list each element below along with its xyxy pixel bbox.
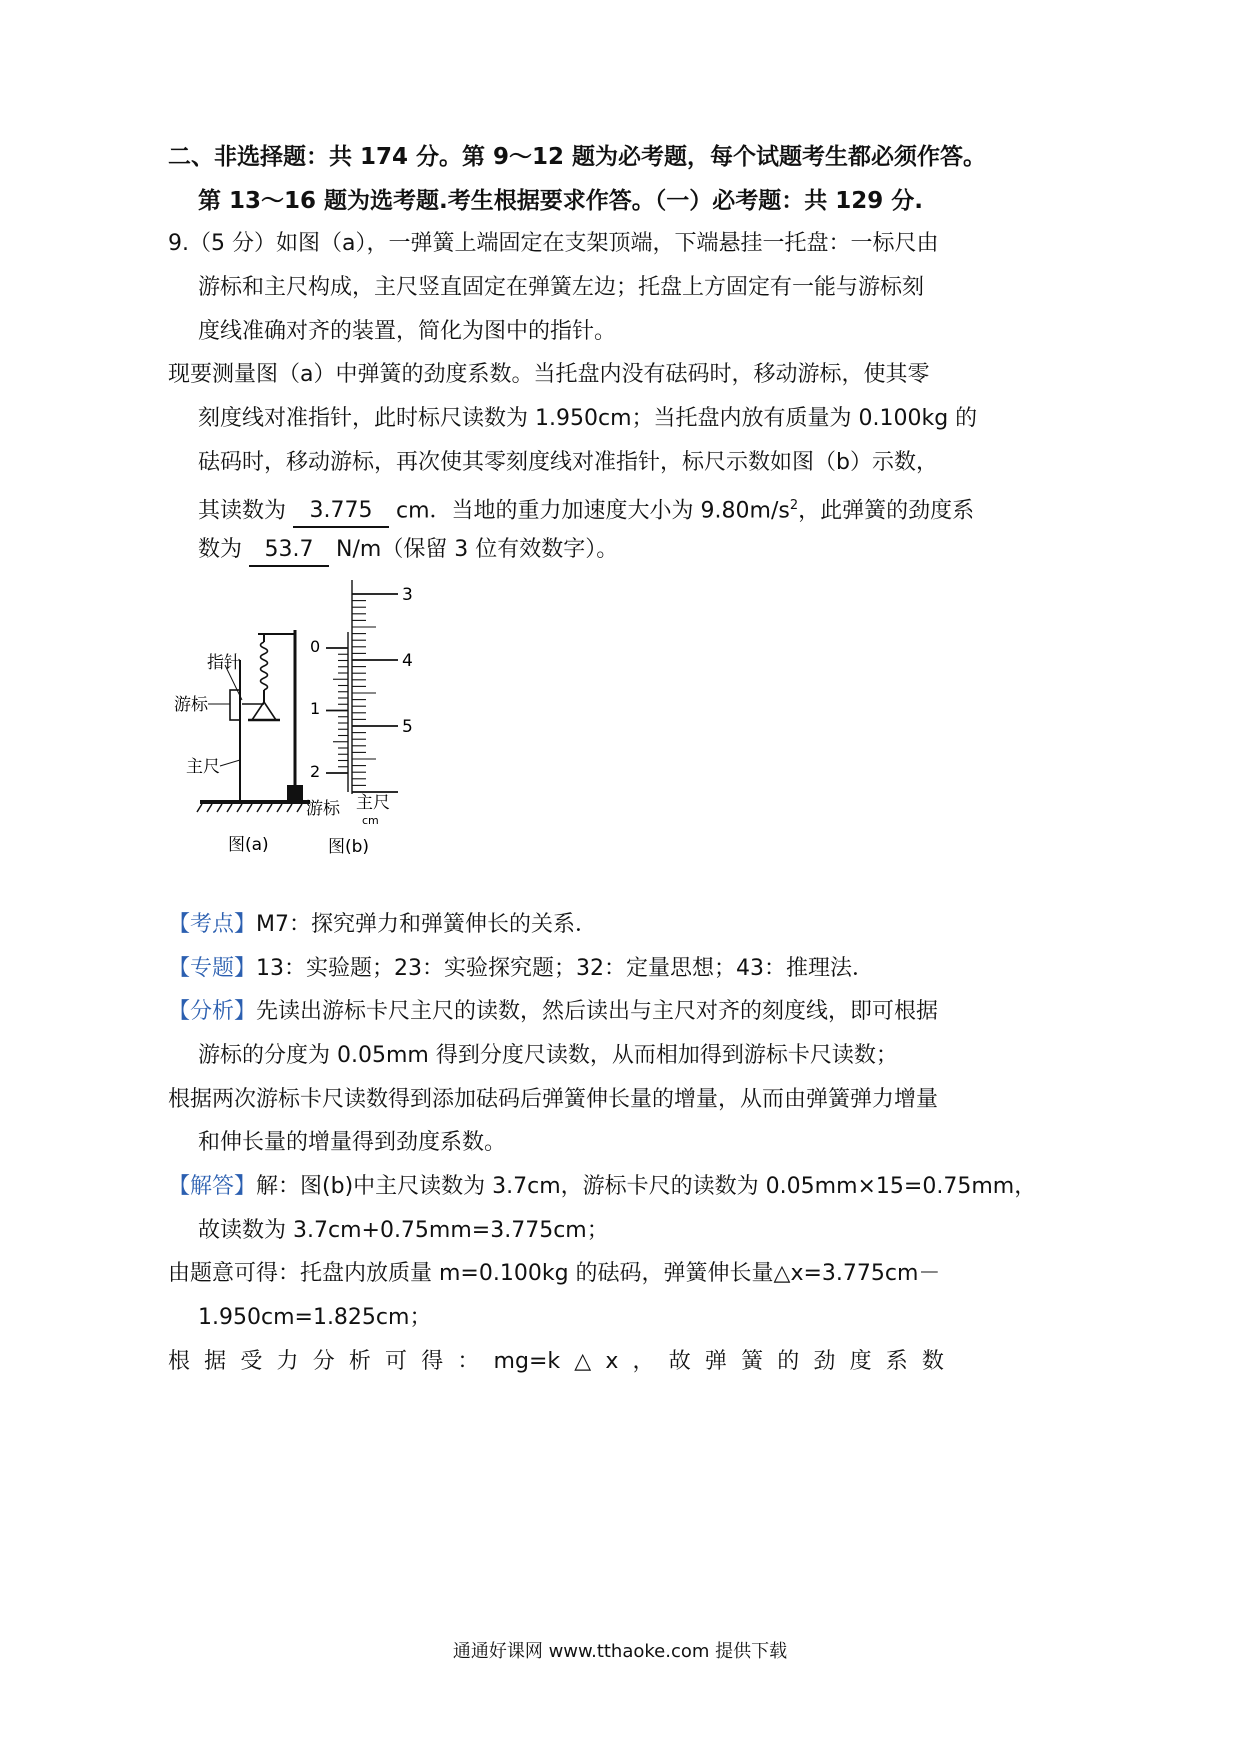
question-line-7-mid: cm．当地的重力加速度大小为 9.80m/s: [396, 498, 790, 524]
jieda-line-5-word: 据: [204, 1349, 227, 1374]
jieda-line-5-word: 劲: [813, 1349, 836, 1374]
question-line-8-prefix: 数为: [198, 537, 243, 562]
fenxi-line-4: 和伸长量的增量得到劲度系数。: [198, 1130, 507, 1155]
jieda-line-5-word: 析: [348, 1349, 371, 1374]
jieda-line-5-word: 数: [921, 1349, 944, 1374]
zhuanti-line: [168, 954, 874, 984]
question-line-8-suffix: N/m（保留 3 位有效数字）。: [336, 537, 619, 562]
jieda-line-5-word: 度: [849, 1349, 872, 1374]
vernier-number-2: 2: [310, 762, 321, 781]
jieda-tag: 【解答】: [168, 1174, 257, 1199]
vernier-number-0: 0: [310, 637, 321, 656]
question-line-7: [198, 491, 974, 528]
jieda-line-5-word: 可: [385, 1349, 408, 1374]
question-line-7-prefix: 其读数为: [198, 498, 287, 524]
footer-text: 通通好课网 www.tthaoke.com 提供下载: [452, 1641, 788, 1662]
main-number-3: 3: [402, 585, 413, 605]
vernier-number-1: 1: [310, 699, 321, 718]
section-heading-line2: 第 13～16 题为选考题.考生根据要求作答。（一）必考题：共 129 分.: [198, 188, 924, 214]
jieda-line-5-word: mg=k: [493, 1349, 561, 1374]
question-line-8: [198, 535, 618, 567]
question-line-3: 度线准确对齐的装置，简化为图中的指针。: [198, 319, 617, 344]
jieda-line-5-word: 根: [168, 1349, 191, 1374]
jieda-line-5-word: 故: [668, 1349, 691, 1374]
base-hatching: [197, 804, 302, 812]
fenxi-line-1: [168, 997, 938, 1027]
spring: [261, 642, 268, 690]
jieda-line-5-word: 的: [777, 1349, 800, 1374]
label-main-b: 主尺: [356, 793, 390, 813]
question-line-6: 砝码时，移动游标，再次使其零刻度线对准指针，标尺示数如图（b）示数，: [198, 450, 938, 475]
jieda-line-5-word: 受: [240, 1349, 263, 1374]
fenxi-line-3: 根据两次游标卡尺读数得到添加砝码后弹簧伸长量的增量，从而由弹簧弹力增量: [168, 1087, 939, 1112]
jieda-line-1: [168, 1172, 1036, 1202]
question-line-4: 现要测量图（a）中弹簧的劲度系数。当托盘内没有砝码时，移动游标，使其零: [168, 362, 930, 387]
question-line-7-suffix: ，此弹簧的劲度系: [798, 498, 975, 524]
question-line-5: 刻度线对准指针，此时标尺读数为 1.950cm；当托盘内放有质量为 0.100kg 的: [198, 406, 978, 431]
jieda-line-4: 1.950cm=1.825cm；: [198, 1305, 432, 1330]
superscript-2: 2: [789, 498, 799, 513]
vernier-slider: [230, 690, 240, 720]
figure-b-vernier-scale: [300, 572, 430, 872]
label-unit-cm: cm: [362, 814, 379, 827]
main-number-5: 5: [402, 717, 413, 737]
jieda-text-1: 解：图(b)中主尺读数为 3.7cm，游标卡尺的读数为 0.05mm×15=0.75mm，: [256, 1174, 1037, 1199]
zhuanti-tag: 【专题】: [168, 956, 257, 981]
label-main-ruler: 主尺: [186, 757, 220, 777]
figure-a-caption: 图(a): [228, 835, 269, 855]
label-vernier: 游标: [174, 695, 208, 715]
jieda-line-5-word: 得: [421, 1349, 444, 1374]
fenxi-text-1: 先读出游标卡尺主尺的读数，然后读出与主尺对齐的刻度线，即可根据: [256, 999, 939, 1024]
jieda-line-5-word: ，: [632, 1349, 655, 1374]
jieda-line-5-word: x: [605, 1349, 619, 1374]
section-heading-line1: 二、非选择题：共 174 分。第 9～12 题为必考题，每个试题考生都必须作答。: [168, 144, 987, 170]
figure-b-caption: 图(b): [328, 837, 370, 857]
jieda-line-5-word: 系: [885, 1349, 908, 1374]
kaodian-tag: 【考点】: [168, 912, 257, 937]
jieda-line-5-word: 力: [276, 1349, 299, 1374]
main-number-4: 4: [402, 651, 413, 671]
fenxi-line-2: 游标的分度为 0.05mm 得到分度尺读数，从而相加得到游标卡尺读数；: [198, 1043, 898, 1068]
fenxi-tag: 【分析】: [168, 999, 257, 1024]
jieda-line-5-word: 分: [312, 1349, 335, 1374]
jieda-line-5-word: ：: [457, 1349, 480, 1374]
answer-blank-reading: 3.775: [293, 496, 389, 528]
question-line-2: 游标和主尺构成，主尺竖直固定在弹簧左边；托盘上方固定有一能与游标刻: [198, 275, 925, 300]
answer-blank-stiffness: 53.7: [249, 535, 329, 567]
label-pointer: 指针: [207, 653, 241, 673]
label-vernier-b: 游标: [306, 799, 340, 819]
jieda-line-5-word: 弹: [704, 1349, 727, 1374]
jieda-line-5-word: 簧: [741, 1349, 764, 1374]
jieda-line-3: 由题意可得：托盘内放质量 m=0.100kg 的砝码，弹簧伸长量△x=3.775cm－: [168, 1261, 941, 1286]
kaodian-text: M7：探究弹力和弹簧伸长的关系．: [256, 912, 597, 937]
jieda-line-2: 故读数为 3.7cm+0.75mm=3.775cm；: [198, 1218, 609, 1243]
question-line-1: 9.（5 分）如图（a），一弹簧上端固定在支架顶端，下端悬挂一托盘：一标尺由: [168, 231, 939, 256]
jieda-line-5-word: △: [574, 1349, 592, 1374]
zhuanti-text: 13：实验题；23：实验探究题；32：定量思想；43：推理法．: [256, 956, 874, 981]
jieda-line-5: [168, 1347, 944, 1377]
kaodian-line: [168, 910, 597, 940]
